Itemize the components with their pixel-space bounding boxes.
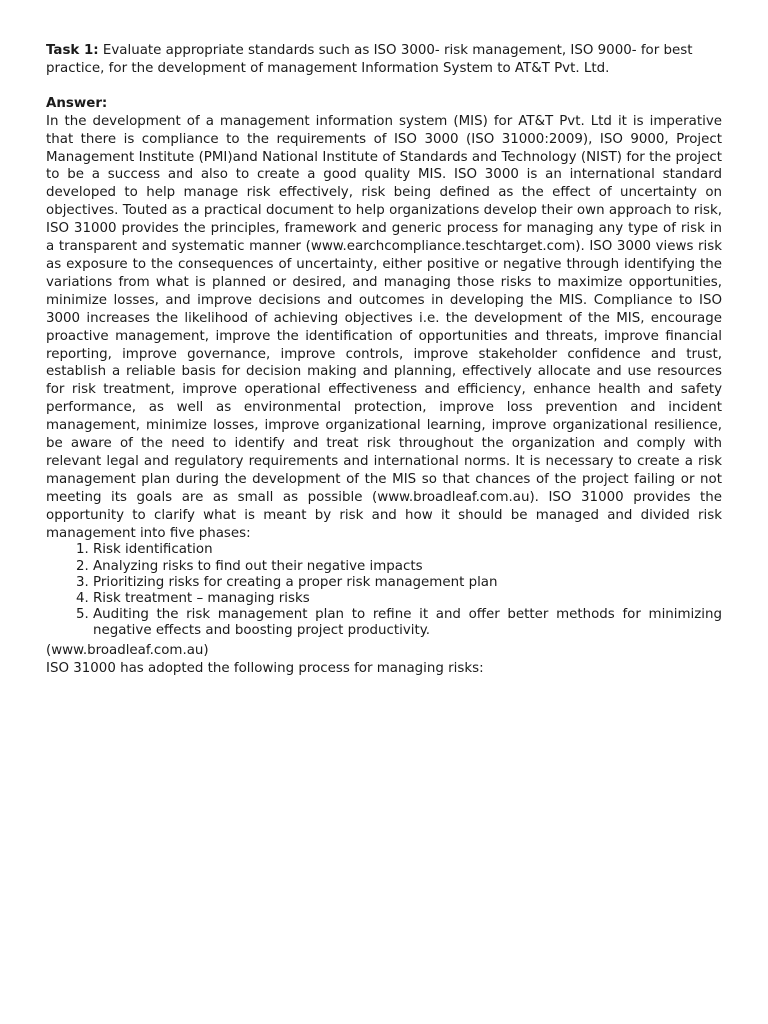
list-item: 2. Analyzing risks to find out their negative impacts (93, 559, 722, 575)
list-item: 5. Auditing the risk management plan to refine it and offer better methods for minimizing negative effects and boosting project productivity. (93, 607, 722, 639)
document-page (46, 42, 722, 678)
closing-sentence: ISO 31000 has adopted the following process for managing risks: (46, 660, 484, 676)
task-text: Evaluate appropriate standards such as ISO 3000- risk management, ISO 9000- for best practice, for the development of management Information System to AT&T Pvt. Ltd. (46, 43, 693, 76)
task-statement (46, 42, 722, 78)
answer-heading: Answer: (46, 95, 108, 111)
source-citation: (www.broadleaf.com.au) (46, 642, 209, 658)
list-item: 1. Risk identification (93, 542, 722, 558)
phase-list (46, 542, 722, 639)
answer-paragraph: In the development of a management information system (MIS) for AT&T Pvt. Ltd it is imperative that there is compliance to the requirements of ISO 3000 (ISO 31000:2009), ISO 9000, Project Management Institute (PMI)and National Institute of Standards and Technology (NIST) for the project to be a success and also to create a good quality MIS. ISO 3000 is an international standard developed to help manage risk effectively, risk being defined as the effect of uncertainty on objectives. Touted as a practical document to help organizations develop their own approach to risk, ISO 31000 provides the principles, framework and generic process for managing any type of risk in a transparent and systematic manner (www.earchcompliance.teschtarget.com). ISO 3000 views risk as exposure to the consequences of uncertainty, either positive or negative through identifying the variations from what is planned or desired, and managing those risks to maximize opportunities, minimize losses, and improve decisions and outcomes in developing the MIS. Compliance to ISO 3000 increases the likelihood of achieving objectives i.e. the development of the MIS, encourage proactive management, improve the identification of opportunities and threats, improve financial reporting, improve governance, improve controls, improve stakeholder confidence and trust, establish a reliable basis for decision making and planning, effectively allocate and use resources for risk treatment, improve operational effectiveness and efficiency, enhance health and safety performance, as well as environmental protection, improve loss prevention and incident management, minimize losses, improve organizational learning, improve organizational resilience, be aware of the need to identify and treat risk throughout the organization and comply with relevant legal and regulatory requirements and international norms. It is necessary to create a risk management plan during the development of the MIS so that chances of the project failing or not meeting its goals are as small as possible (www.broadleaf.com.au). ISO 31000 provides the opportunity to clarify what is meant by risk and how it should be managed and divided risk management into five phases: (46, 113, 722, 541)
list-item: 4. Risk treatment – managing risks (93, 591, 722, 607)
list-item: 3. Prioritizing risks for creating a proper risk management plan (93, 575, 722, 591)
task-label: Task 1: (46, 43, 99, 58)
